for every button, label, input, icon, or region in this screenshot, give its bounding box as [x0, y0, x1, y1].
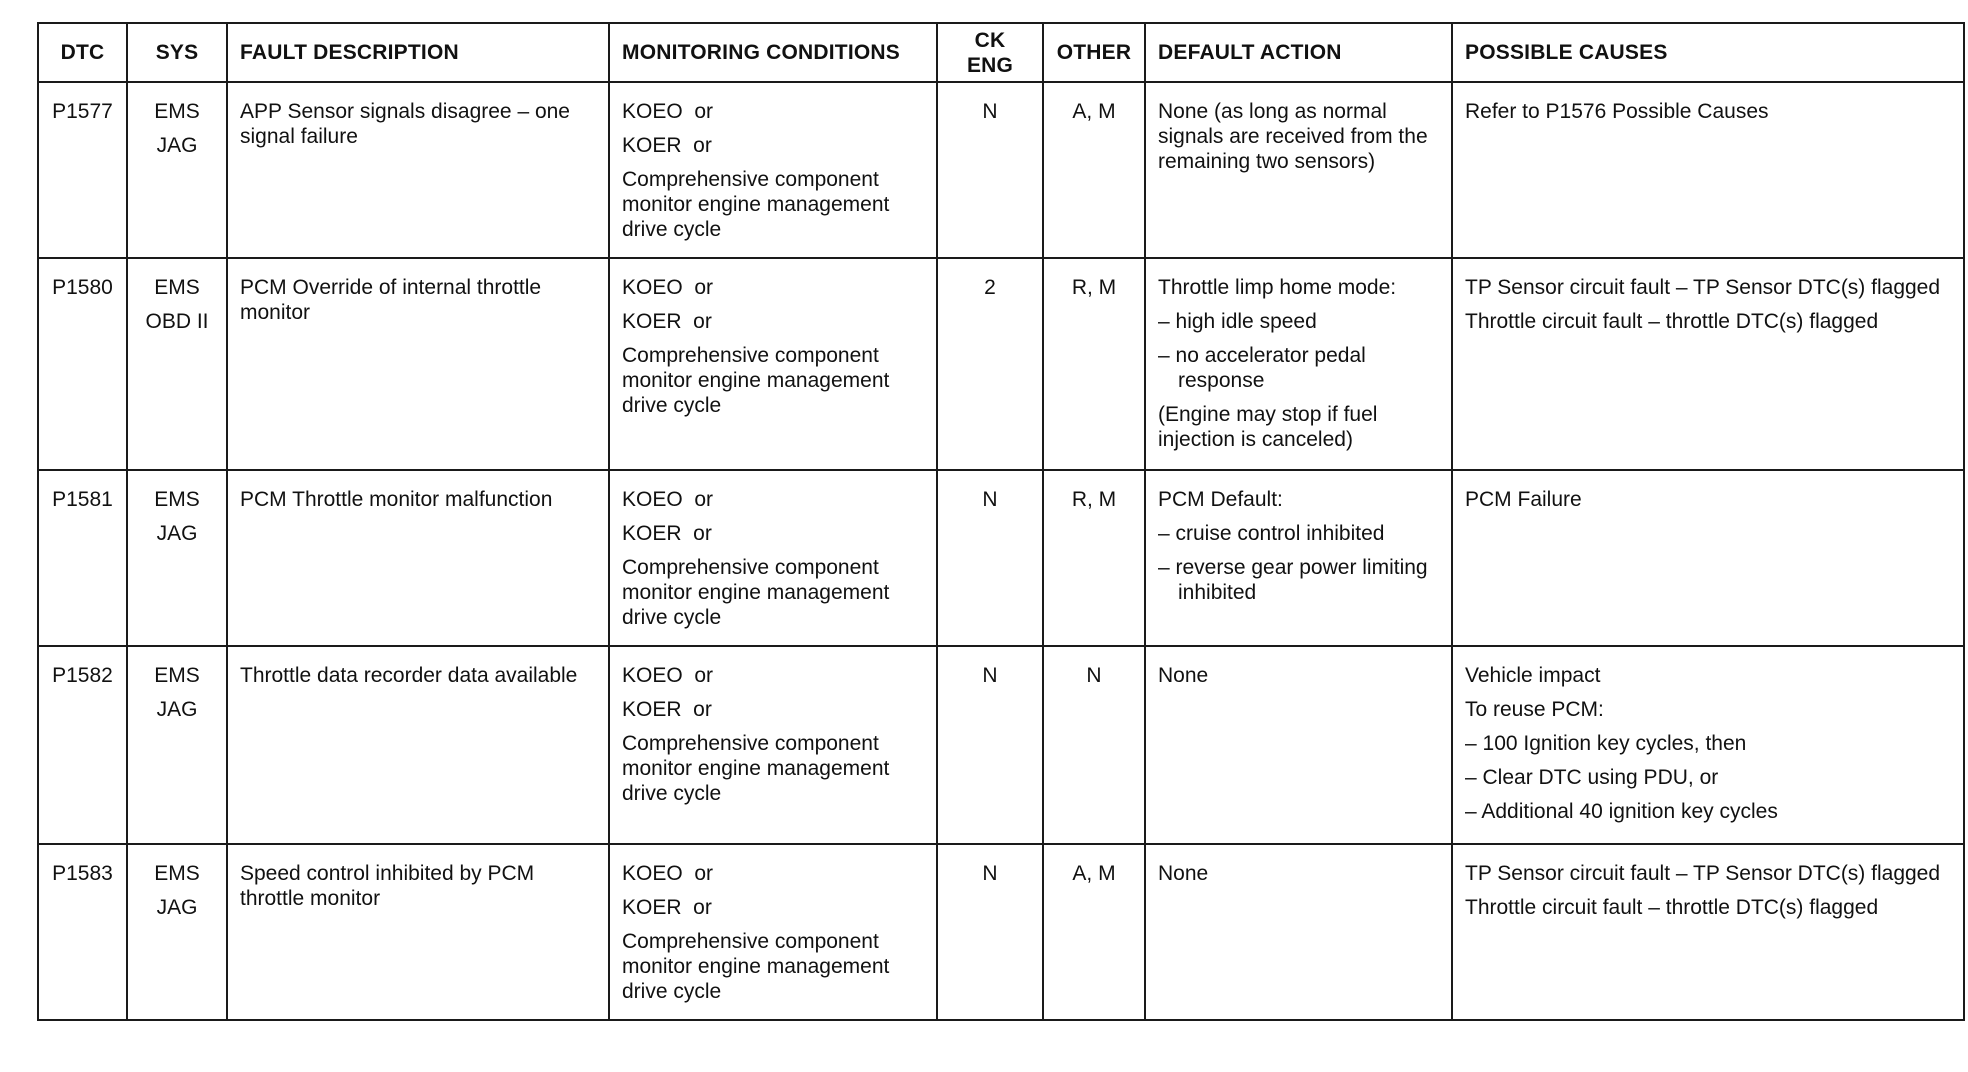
cause-line: Vehicle impact — [1465, 664, 1601, 687]
sys-cell — [127, 258, 227, 470]
table-row — [38, 258, 1964, 470]
table-row — [38, 470, 1964, 646]
sys-line: EMS — [154, 664, 200, 687]
header-sys: SYS — [127, 23, 227, 82]
sys-line: EMS — [154, 488, 200, 511]
cause-line: – Additional 40 ignition key cycles — [1465, 800, 1778, 823]
cause-line: – 100 Ignition key cycles, then — [1465, 732, 1747, 755]
monitoring-line: Comprehensive component monitor engine management drive cycle — [622, 556, 890, 629]
ck-eng-value: N — [937, 844, 1043, 1020]
dtc-code: P1583 — [38, 844, 127, 1020]
monitoring-conditions — [609, 258, 937, 470]
header-ck-eng: CK ENG — [937, 23, 1043, 82]
possible-causes — [1452, 470, 1964, 646]
sys-line: JAG — [156, 698, 198, 721]
default-line: Throttle limp home mode: — [1158, 276, 1397, 299]
dtc-table — [37, 22, 1965, 1021]
monitoring-line: Comprehensive component monitor engine management drive cycle — [622, 732, 890, 805]
monitoring-line: KOEO or — [622, 664, 714, 687]
default-action — [1145, 646, 1452, 844]
cause-line: – Clear DTC using PDU, or — [1465, 766, 1719, 789]
default-action — [1145, 258, 1452, 470]
default-action — [1145, 844, 1452, 1020]
monitoring-line: KOER or — [622, 310, 712, 333]
monitoring-line: KOEO or — [622, 488, 714, 511]
cause-line: To reuse PCM: — [1465, 698, 1604, 721]
sys-cell — [127, 646, 227, 844]
header-row — [38, 23, 1964, 82]
monitoring-line: KOEO or — [622, 862, 714, 885]
default-line: – reverse gear power limiting inhibited — [1158, 556, 1428, 604]
cause-line: PCM Failure — [1465, 488, 1582, 511]
fault-description: Throttle data recorder data available — [227, 646, 609, 844]
sys-line: EMS — [154, 100, 200, 123]
dtc-code: P1580 — [38, 258, 127, 470]
monitoring-line: Comprehensive component monitor engine management drive cycle — [622, 344, 890, 417]
ck-eng-value: N — [937, 470, 1043, 646]
default-line: – no accelerator pedal response — [1158, 344, 1366, 392]
ck-eng-value: N — [937, 646, 1043, 844]
cause-line: Refer to P1576 Possible Causes — [1465, 100, 1769, 123]
dtc-code: P1577 — [38, 82, 127, 258]
sys-line: JAG — [156, 896, 198, 919]
table-row — [38, 844, 1964, 1020]
fault-description: APP Sensor signals disagree – one signal failure — [227, 82, 609, 258]
default-line: – cruise control inhibited — [1158, 522, 1385, 545]
possible-causes — [1452, 82, 1964, 258]
monitoring-line: Comprehensive component monitor engine management drive cycle — [622, 930, 890, 1003]
ck-eng-value: 2 — [937, 258, 1043, 470]
other-value: R, M — [1043, 258, 1145, 470]
monitoring-conditions — [609, 470, 937, 646]
default-line: PCM Default: — [1158, 488, 1283, 511]
dtc-code: P1582 — [38, 646, 127, 844]
sys-line: EMS — [154, 276, 200, 299]
sys-line: OBD II — [145, 310, 209, 333]
monitoring-line: Comprehensive component monitor engine management drive cycle — [622, 168, 890, 241]
fault-description: Speed control inhibited by PCM throttle monitor — [227, 844, 609, 1020]
monitoring-line: KOER or — [622, 522, 712, 545]
ck-eng-value: N — [937, 82, 1043, 258]
monitoring-line: KOEO or — [622, 100, 714, 123]
sys-line: EMS — [154, 862, 200, 885]
header-other: OTHER — [1043, 23, 1145, 82]
header-default-action: DEFAULT ACTION — [1145, 23, 1452, 82]
monitoring-line: KOER or — [622, 896, 712, 919]
monitoring-conditions — [609, 646, 937, 844]
fault-description: PCM Throttle monitor malfunction — [227, 470, 609, 646]
possible-causes — [1452, 844, 1964, 1020]
other-value: N — [1043, 646, 1145, 844]
header-possible-causes: POSSIBLE CAUSES — [1452, 23, 1964, 82]
cause-line: TP Sensor circuit fault – TP Sensor DTC(s) flagged — [1465, 862, 1941, 885]
default-line: (Engine may stop if fuel injection is canceled) — [1158, 403, 1378, 451]
table-row — [38, 82, 1964, 258]
possible-causes — [1452, 258, 1964, 470]
cause-line: TP Sensor circuit fault – TP Sensor DTC(s) flagged — [1465, 276, 1941, 299]
default-line: None — [1158, 862, 1209, 885]
sys-line: JAG — [156, 522, 198, 545]
monitoring-line: KOEO or — [622, 276, 714, 299]
sys-cell — [127, 82, 227, 258]
fault-description: PCM Override of internal throttle monitor — [227, 258, 609, 470]
header-monitoring-conditions: MONITORING CONDITIONS — [609, 23, 937, 82]
other-value: A, M — [1043, 82, 1145, 258]
other-value: A, M — [1043, 844, 1145, 1020]
default-line: None (as long as normal signals are received from the remaining two sensors) — [1158, 100, 1428, 173]
monitoring-conditions — [609, 844, 937, 1020]
monitoring-conditions — [609, 82, 937, 258]
default-line: – high idle speed — [1158, 310, 1317, 333]
header-dtc: DTC — [38, 23, 127, 82]
monitoring-line: KOER or — [622, 698, 712, 721]
cause-line: Throttle circuit fault – throttle DTC(s) flagged — [1465, 310, 1879, 333]
other-value: R, M — [1043, 470, 1145, 646]
default-line: None — [1158, 664, 1209, 687]
default-action — [1145, 470, 1452, 646]
monitoring-line: KOER or — [622, 134, 712, 157]
table-row — [38, 646, 1964, 844]
cause-line: Throttle circuit fault – throttle DTC(s) flagged — [1465, 896, 1879, 919]
sys-cell — [127, 844, 227, 1020]
dtc-code: P1581 — [38, 470, 127, 646]
sys-cell — [127, 470, 227, 646]
default-action — [1145, 82, 1452, 258]
possible-causes — [1452, 646, 1964, 844]
header-fault-description: FAULT DESCRIPTION — [227, 23, 609, 82]
sys-line: JAG — [156, 134, 198, 157]
